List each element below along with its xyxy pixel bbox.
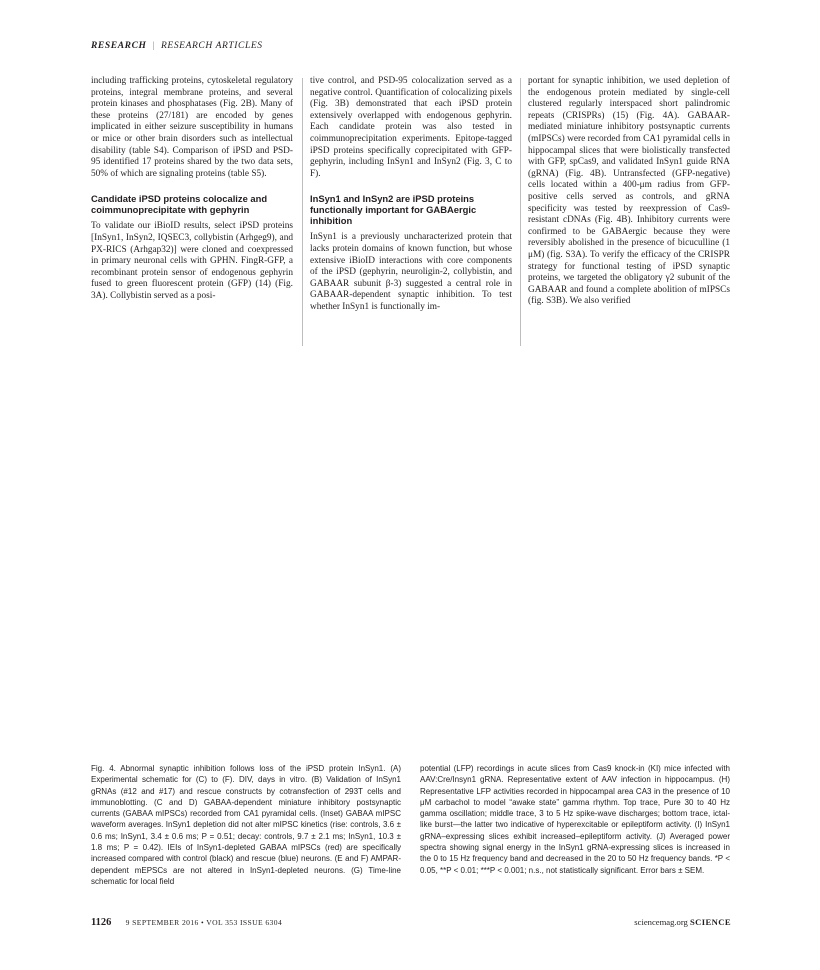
body-paragraph: InSyn1 is a previously uncharacterized protein that lacks protein domains of known function, but whose extensive iBioID interactions with core components of the iPSD (gephyrin, neuroligin-2, collybistin, and GABAAR subunit β-3) suggested a central role in GABAAR-dependent synaptic inhibition. To test whether InSyn1 is functionally im-: [310, 232, 512, 312]
subsection-label: RESEARCH ARTICLES: [161, 41, 263, 51]
text-column-3: [528, 76, 730, 308]
column-rule-1: [302, 78, 303, 346]
section-heading: InSyn1 and InSyn2 are iPSD proteins functionally important for GABAergic inhibition: [310, 193, 477, 227]
journal-credit: [634, 917, 731, 927]
text-column-1: [91, 76, 293, 303]
caption-text: Fig. 4. Abnormal synaptic inhibition follows loss of the iPSD protein InSyn1. (A) Experimental schematic for (C) to (F). DIV, days in vitro. (B) Validation of InSyn1 gRNAs (#12 and #17) and rescue constructs by cotransfection of 293T cells and immunoblotting. (C and D) GABAA-dependent miniature inhibitory postsynaptic currents (GABAA mIPSCs) recorded from CA1 pyramidal cells. (Inset) GABAA mIPSC waveform averages. InSyn1 depletion did not alter mIPSC kinetics (rise: controls, 3.6 ± 0.6 ms; InSyn1, 3.4 ± 0.6 ms; P = 0.51; decay: controls, 9.7 ± 2.1 ms; InSyn1, 10.3 ± 1.8 ms; P = 0.42). IEIs of InSyn1-depleted GABAA mIPSCs (red) are specifically increased compared with control (black) and rescue (blue) neurons. (E and F) AMPAR-dependent mEPSCs are not altered in InSyn1-depleted neurons. (G) Time-line schematic for local field: [91, 764, 401, 886]
caption-text: potential (LFP) recordings in acute slices from Cas9 knock-in (KI) mice infected with AAV:Cre/Insyn1 gRNA. Representative extent of AAV infection in hippocampus. (H) Representative LFP activities recorded in hippocampal area CA3 in the presence of 10 μM carbachol to model “awake state” gamma rhythm. Top trace, Pure 30 to 40 Hz gamma oscillation; middle trace, 3 to 5 Hz spike-wave discharges; bottom trace, ictal-like burst—the latter two indicative of hyperexcitable or epileptiform activity. (I) InSyn1 gRNA–expressing slices exhibit increased–epileptiform activity. (J) Averaged power spectra showing signal energy in the InSyn1 gRNA-expressing slices is increased in the 0 to 15 Hz frequency band and decreased in the 20 to 50 Hz frequency bands. *P < 0.05, **P < 0.01; ***P < 0.001; n.s., not statistically significant. Error bars ± SEM.: [420, 764, 730, 875]
text-column-2: [310, 76, 512, 314]
header-separator: |: [152, 41, 156, 51]
figure-caption-left: [91, 763, 401, 887]
page-number: 1126: [91, 917, 112, 928]
body-paragraph: tive control, and PSD-95 colocalization served as a negative control. Quantification of colocalizing pixels (Fig. 3B) demonstrated that each iPSD protein extensively overlapped with endogenous gephyrin. Each candidate protein was also tested in coimmunoprecipitation experiments. Epitope-tagged iPSD proteins specifically coprecipitated with GFP-gephyrin, including InSyn1 and InSyn2 (Fig. 3, C to F).: [310, 76, 512, 179]
journal-name: SCIENCE: [689, 917, 731, 927]
body-paragraph: portant for synaptic inhibition, we used depletion of the endogenous protein mediated by single-cell clustered regularly interspaced short palindromic repeats (CRISPRs) (15) (Fig. 4A). GABAAR-mediated miniature inhibitory postsynaptic currents (mIPSCs) were recorded from CA1 pyramidal cells in hippocampal slices that were biolistically transfected with GFP, spCas9, and validated InSyn1 guide RNA (gRNA) (Fig. 4B). Untransfected (GFP-negative) cells located within a 400-μm radius from GFP-positive cells served as controls, and gRNA specificity was tested by reexpression of Cas9-resistant cDNAs (Fig. 4B). Inhibitory currents were confirmed to be GABAergic because they were reversibly abolished in the presence of bicuculline (1 μM) (fig. S3A). To verify the efficacy of the CRISPR strategy for functional testing of iPSD synaptic proteins, we targeted the obligatory γ2 subunit of the GABAAR and found a complete abolition of mIPSCs (fig. S3B). We also verified: [528, 76, 730, 307]
column-rule-2: [520, 78, 521, 346]
section-label: RESEARCH: [91, 41, 147, 51]
site-url: sciencemag.org: [634, 917, 688, 927]
page-footer: [91, 917, 731, 928]
running-header: [91, 41, 263, 51]
body-paragraph: To validate our iBioID results, select iPSD proteins [InSyn1, InSyn2, IQSEC3, collybistin (Arhgeg9), and PX-RICS (Arhgap32)] were cloned and coexpressed in primary neuronal cells with GPHN. FingR-GFP, a recombinant protein sensor of endogenous gephyrin fused to green fluorescent protein (GFP) (14) (Fig. 3A). Collybistin served as a posi-: [91, 221, 293, 301]
body-paragraph: including trafficking proteins, cytoskeletal regulatory proteins, integral membrane proteins, and several protein kinases and phosphatases (Fig. 2B). Many of these proteins (27/181) are encoded by genes implicated in either seizure susceptibility in humans or mice or other brain disorders such as intellectual disability (table S4). Comparison of iPSD and PSD-95 identified 17 proteins shared by the two data sets, 50% of which are signaling proteins (table S5).: [91, 76, 293, 179]
issue-date: 9 SEPTEMBER 2016 • VOL 353 ISSUE 6304: [125, 918, 283, 927]
section-heading: Candidate iPSD proteins colocalize and coimmunoprecipitate with gephyrin: [91, 193, 268, 216]
figure-caption-right: [420, 763, 730, 876]
